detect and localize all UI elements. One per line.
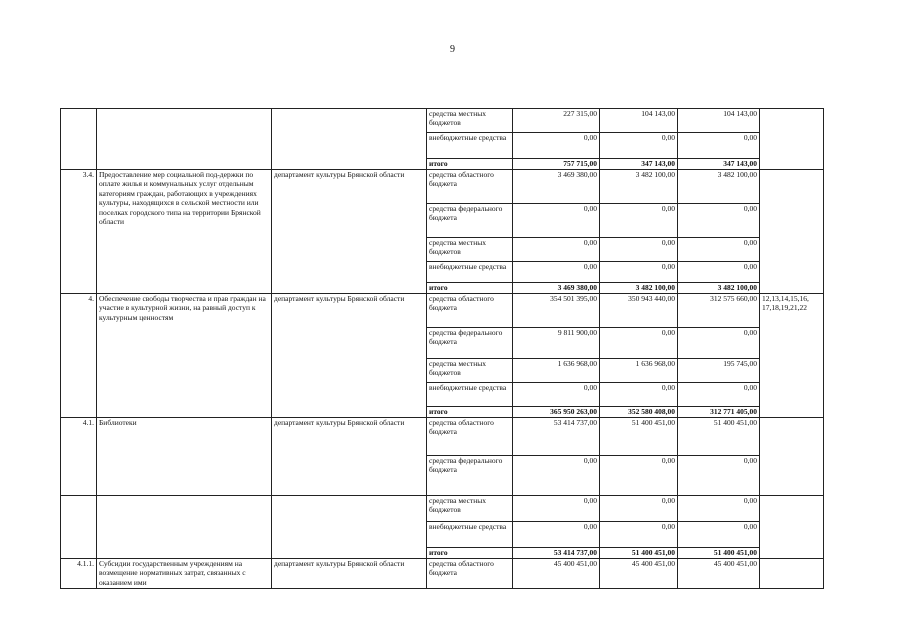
value-cell: 350 943 440,00 bbox=[600, 294, 678, 328]
table-row bbox=[61, 559, 824, 589]
value-cell: 53 414 737,00 bbox=[513, 418, 600, 456]
indicator-cell bbox=[760, 559, 824, 589]
value-cell: 104 143,00 bbox=[600, 109, 678, 133]
source-cell: средства местных бюджетов bbox=[427, 238, 513, 262]
value-cell: 0,00 bbox=[600, 204, 678, 238]
name-cell: Субсидии государственным учреждениям на возмещение нормативных затрат, связанных с оказанием ими bbox=[97, 559, 272, 589]
value-cell: 0,00 bbox=[678, 383, 760, 407]
value-cell: 104 143,00 bbox=[678, 109, 760, 133]
value-cell: 45 400 451,00 bbox=[513, 559, 600, 589]
source-cell: средства областного бюджета bbox=[427, 294, 513, 328]
source-cell: внебюджетные средства bbox=[427, 383, 513, 407]
value-cell: 0,00 bbox=[600, 383, 678, 407]
source-cell: средства местных бюджетов bbox=[427, 496, 513, 522]
source-cell: внебюджетные средства bbox=[427, 133, 513, 159]
name-cell bbox=[97, 496, 272, 559]
value-cell: 0,00 bbox=[678, 262, 760, 283]
value-cell: 1 636 968,00 bbox=[600, 359, 678, 383]
value-cell: 0,00 bbox=[678, 496, 760, 522]
index-cell: 4.1. bbox=[61, 418, 97, 496]
value-cell: 0,00 bbox=[600, 328, 678, 359]
value-cell: 0,00 bbox=[678, 238, 760, 262]
table-row bbox=[61, 294, 824, 328]
executor-cell: департамент культуры Брянской области bbox=[272, 559, 427, 589]
value-cell: 0,00 bbox=[513, 262, 600, 283]
index-cell: 4. bbox=[61, 294, 97, 418]
value-cell: 312 575 660,00 bbox=[678, 294, 760, 328]
source-cell: итого bbox=[427, 548, 513, 559]
source-cell: средства федерального бюджета bbox=[427, 328, 513, 359]
value-cell: 312 771 405,00 bbox=[678, 407, 760, 418]
executor-cell bbox=[272, 109, 427, 170]
value-cell: 354 501 395,00 bbox=[513, 294, 600, 328]
value-cell: 0,00 bbox=[600, 262, 678, 283]
source-cell: средства федерального бюджета bbox=[427, 204, 513, 238]
value-cell: 51 400 451,00 bbox=[600, 548, 678, 559]
source-cell: средства областного бюджета bbox=[427, 418, 513, 456]
value-cell: 227 315,00 bbox=[513, 109, 600, 133]
table-row bbox=[61, 109, 824, 133]
name-cell bbox=[97, 109, 272, 170]
value-cell: 51 400 451,00 bbox=[600, 418, 678, 456]
executor-cell: департамент культуры Брянской области bbox=[272, 170, 427, 294]
value-cell: 9 811 900,00 bbox=[513, 328, 600, 359]
value-cell: 0,00 bbox=[513, 383, 600, 407]
value-cell: 347 143,00 bbox=[600, 159, 678, 170]
value-cell: 0,00 bbox=[600, 496, 678, 522]
budget-table bbox=[60, 108, 824, 589]
index-cell bbox=[61, 496, 97, 559]
source-cell: итого bbox=[427, 407, 513, 418]
value-cell: 0,00 bbox=[678, 328, 760, 359]
value-cell: 3 482 100,00 bbox=[600, 170, 678, 204]
value-cell: 0,00 bbox=[513, 496, 600, 522]
source-cell: средства местных бюджетов bbox=[427, 109, 513, 133]
value-cell: 0,00 bbox=[600, 456, 678, 496]
value-cell: 3 482 100,00 bbox=[678, 170, 760, 204]
value-cell: 0,00 bbox=[513, 204, 600, 238]
value-cell: 347 143,00 bbox=[678, 159, 760, 170]
value-cell: 3 482 100,00 bbox=[678, 283, 760, 294]
value-cell: 757 715,00 bbox=[513, 159, 600, 170]
value-cell: 0,00 bbox=[678, 133, 760, 159]
name-cell: Обеспечение свободы творчества и прав граждан на участие в культурной жизни, на равный доступ к культурным ценностям bbox=[97, 294, 272, 418]
indicator-cell bbox=[760, 170, 824, 294]
value-cell: 195 745,00 bbox=[678, 359, 760, 383]
value-cell: 1 636 968,00 bbox=[513, 359, 600, 383]
value-cell: 365 950 263,00 bbox=[513, 407, 600, 418]
value-cell: 0,00 bbox=[600, 238, 678, 262]
indicator-cell bbox=[760, 109, 824, 170]
value-cell: 3 469 380,00 bbox=[513, 283, 600, 294]
source-cell: внебюджетные средства bbox=[427, 262, 513, 283]
name-cell: Библиотеки bbox=[97, 418, 272, 496]
value-cell: 0,00 bbox=[678, 522, 760, 548]
value-cell: 45 400 451,00 bbox=[678, 559, 760, 589]
name-cell: Предоставление мер социальной под-держки по оплате жилья и коммунальных услуг отдельным категориям граждан, работающих в учреждениях культуры, находящихся в сельской местности или поселках городского типа на территории Брянской области bbox=[97, 170, 272, 294]
table-row bbox=[61, 496, 824, 522]
value-cell: 3 482 100,00 bbox=[600, 283, 678, 294]
indicator-cell: 12,13,14,15,16, 17,18,19,21,22 bbox=[760, 294, 824, 418]
index-cell: 4.1.1. bbox=[61, 559, 97, 589]
value-cell: 352 580 408,00 bbox=[600, 407, 678, 418]
source-cell: итого bbox=[427, 283, 513, 294]
source-cell: средства областного бюджета bbox=[427, 559, 513, 589]
value-cell: 51 400 451,00 bbox=[678, 418, 760, 456]
value-cell: 3 469 380,00 bbox=[513, 170, 600, 204]
value-cell: 0,00 bbox=[513, 238, 600, 262]
index-cell: 3.4. bbox=[61, 170, 97, 294]
executor-cell: департамент культуры Брянской области bbox=[272, 418, 427, 496]
value-cell: 0,00 bbox=[513, 133, 600, 159]
table-row bbox=[61, 418, 824, 456]
value-cell: 0,00 bbox=[678, 204, 760, 238]
source-cell: средства федерального бюджета bbox=[427, 456, 513, 496]
index-cell bbox=[61, 109, 97, 170]
value-cell: 0,00 bbox=[678, 456, 760, 496]
executor-cell bbox=[272, 496, 427, 559]
page-number: 9 bbox=[450, 44, 455, 55]
source-cell: итого bbox=[427, 159, 513, 170]
indicator-cell bbox=[760, 418, 824, 496]
source-cell: средства местных бюджетов bbox=[427, 359, 513, 383]
value-cell: 0,00 bbox=[513, 522, 600, 548]
value-cell: 0,00 bbox=[600, 133, 678, 159]
value-cell: 0,00 bbox=[513, 456, 600, 496]
value-cell: 45 400 451,00 bbox=[600, 559, 678, 589]
value-cell: 53 414 737,00 bbox=[513, 548, 600, 559]
value-cell: 0,00 bbox=[600, 522, 678, 548]
value-cell: 51 400 451,00 bbox=[678, 548, 760, 559]
table-row bbox=[61, 170, 824, 204]
source-cell: внебюджетные средства bbox=[427, 522, 513, 548]
source-cell: средства областного бюджета bbox=[427, 170, 513, 204]
indicator-cell bbox=[760, 496, 824, 559]
executor-cell: департамент культуры Брянской области bbox=[272, 294, 427, 418]
